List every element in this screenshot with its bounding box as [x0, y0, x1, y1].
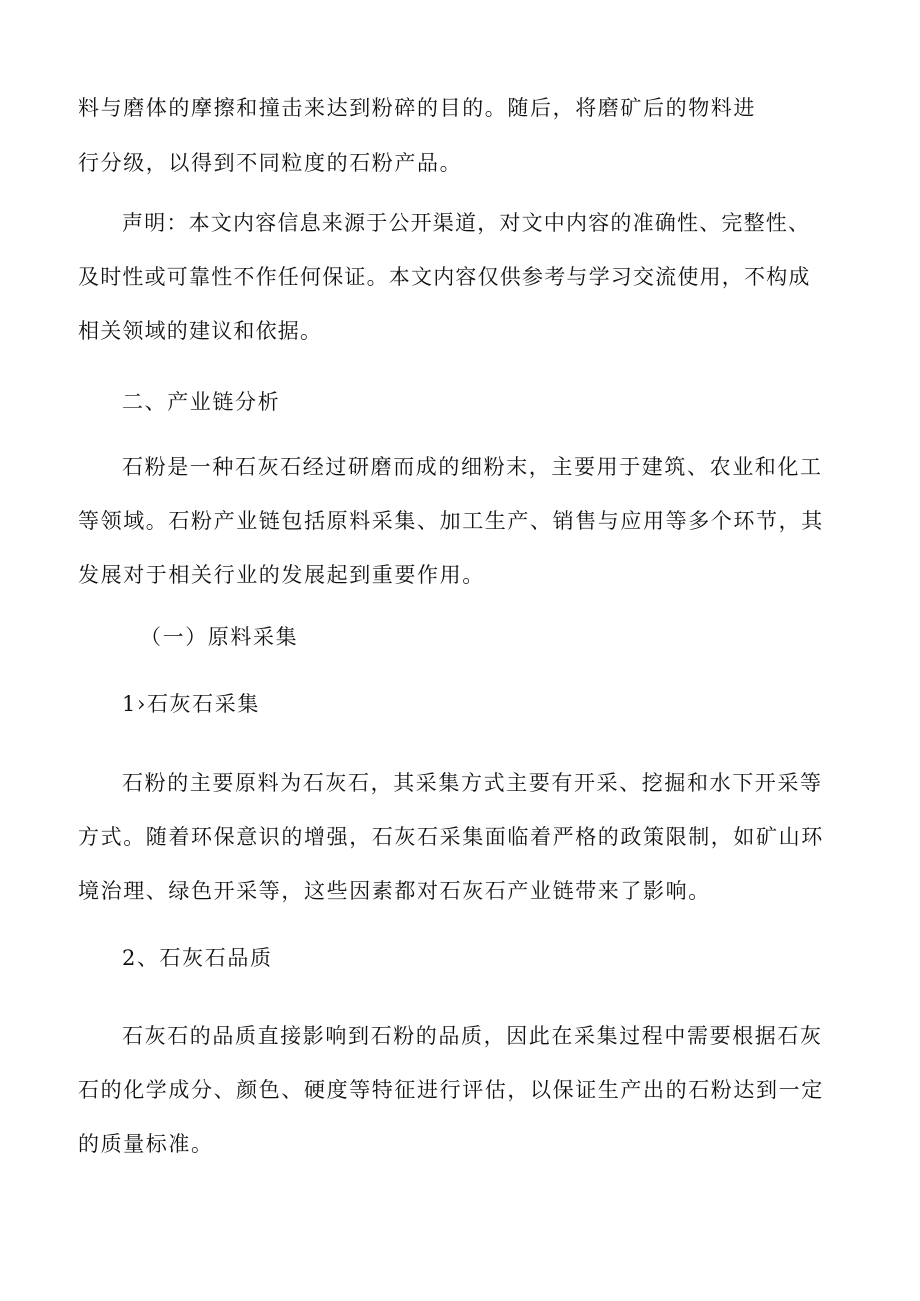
- paragraph-line: 石的化学成分、颜色、硬度等特征进行评估，以保证生产出的石粉达到一定: [78, 1078, 824, 1102]
- paragraph-line: 方式。随着环保意识的增强，石灰石采集面临着严格的政策限制，如矿山环: [78, 825, 824, 849]
- paragraph-line: 及时性或可靠性不作任何保证。本文内容仅供参考与学习交流使用，不构成: [78, 265, 811, 289]
- subsection-heading: （一）原料采集: [140, 625, 299, 649]
- paragraph-line: 的质量标准。: [78, 1132, 214, 1156]
- paragraph-line: 境治理、绿色开采等，这些因素都对石灰石产业链带来了影响。: [78, 879, 711, 903]
- section-heading: 二、产业链分析: [122, 390, 281, 414]
- paragraph-line: 石粉是一种石灰石经过研磨而成的细粉末，主要用于建筑、农业和化工: [122, 455, 823, 479]
- paragraph-line: 声明：本文内容信息来源于公开渠道，对文中内容的准确性、完整性、: [122, 211, 811, 235]
- paragraph-line: 行分级，以得到不同粒度的石粉产品。: [78, 151, 463, 175]
- paragraph-line: 等领域。石粉产业链包括原料采集、加工生产、销售与应用等多个环节，其: [78, 509, 824, 533]
- item1-heading: 1›石灰石采集: [122, 692, 260, 716]
- item2-heading: 2、石灰石品质: [122, 946, 273, 970]
- paragraph-line: 发展对于相关行业的发展起到重要作用。: [78, 563, 485, 587]
- paragraph-line: 石灰石的品质直接影响到石粉的品质，因此在采集过程中需要根据石灰: [122, 1024, 823, 1048]
- paragraph-line: 料与磨体的摩擦和撞击来达到粉碎的目的。随后，将磨矿后的物料进: [78, 96, 756, 120]
- paragraph-line: 相关领域的建议和依据。: [78, 319, 323, 343]
- paragraph-line: 石粉的主要原料为石灰石，其采集方式主要有开采、挖掘和水下开采等: [122, 771, 823, 795]
